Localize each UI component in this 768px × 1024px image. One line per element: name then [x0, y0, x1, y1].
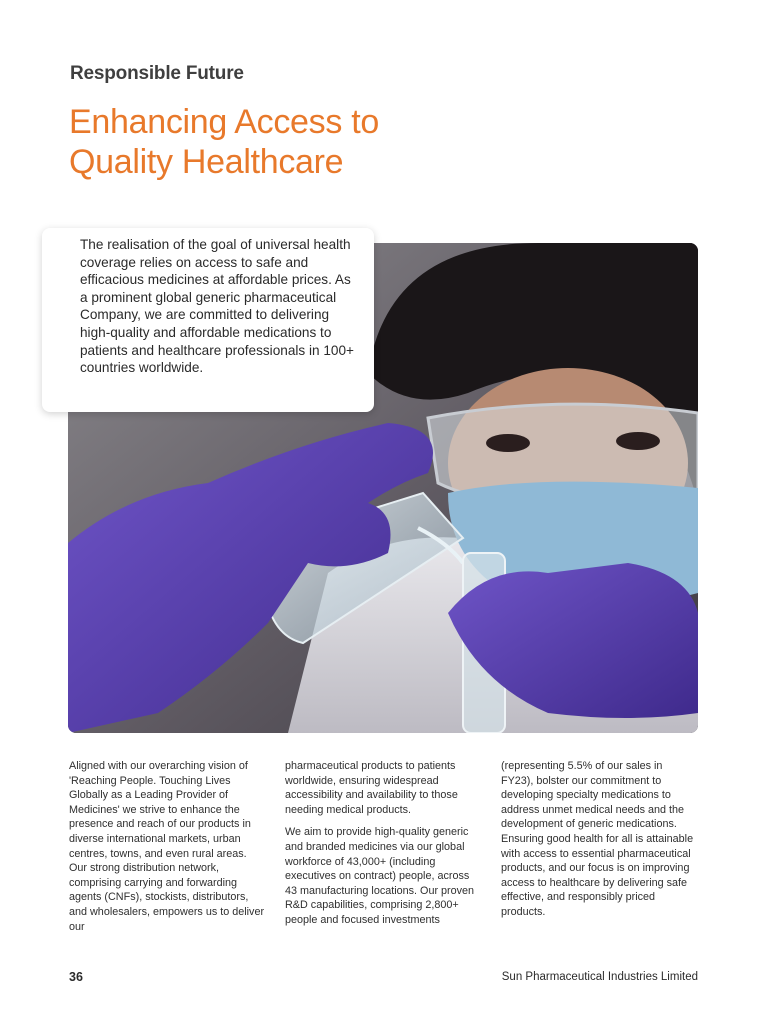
section-label: Responsible Future [70, 63, 244, 84]
body-paragraph: pharmaceutical products to patients worldwide, ensuring widespread accessibility and availability to those needing medical products. [285, 760, 458, 816]
body-column-1 [69, 759, 265, 934]
body-paragraph: Aligned with our overarching vision of 'Reaching People. Touching Lives Globally as a Leading Provider of Medicines' we strive to enhance the presence and reach of our products in diverse international markets, urban centres, towns, and even rural areas. Our strong distribution network, comprising carrying and forwarding agents (CNFs), stockists, distributors, and wholesalers, empowers us to deliver our [69, 760, 265, 933]
body-column-3 [501, 759, 697, 920]
page-title: Enhancing Access to Quality Healthcare [69, 103, 379, 181]
page-number: 36 [69, 970, 83, 984]
body-column-2 [285, 759, 481, 928]
intro-callout-text: The realisation of the goal of universal health coverage relies on access to safe and efficacious medicines at affordable prices. As a prominent global generic pharmaceutical Company, we are committed to delivering high-quality and affordable medications to patients and healthcare professionals in 100+ countries worldwide. [80, 237, 354, 376]
body-paragraph: We aim to provide high-quality generic and branded medicines via our global workforce of 43,000+ (including executives on contract) people, across 43 manufacturing locations. Our proven R&D capabilities, comprising 2,800+ people and focused investments [285, 826, 475, 926]
company-name: Sun Pharmaceutical Industries Limited [501, 971, 698, 983]
body-paragraph: (representing 5.5% of our sales in FY23), bolster our commitment to developing specialty medications to address unmet medical needs and the development of generic medications. Ensuring good health for all is attainable with access to essential pharmaceutical products, and our focus is on improving access to healthcare by delivering safe effective, and responsibly priced products. [501, 760, 694, 918]
intro-callout [42, 228, 374, 412]
